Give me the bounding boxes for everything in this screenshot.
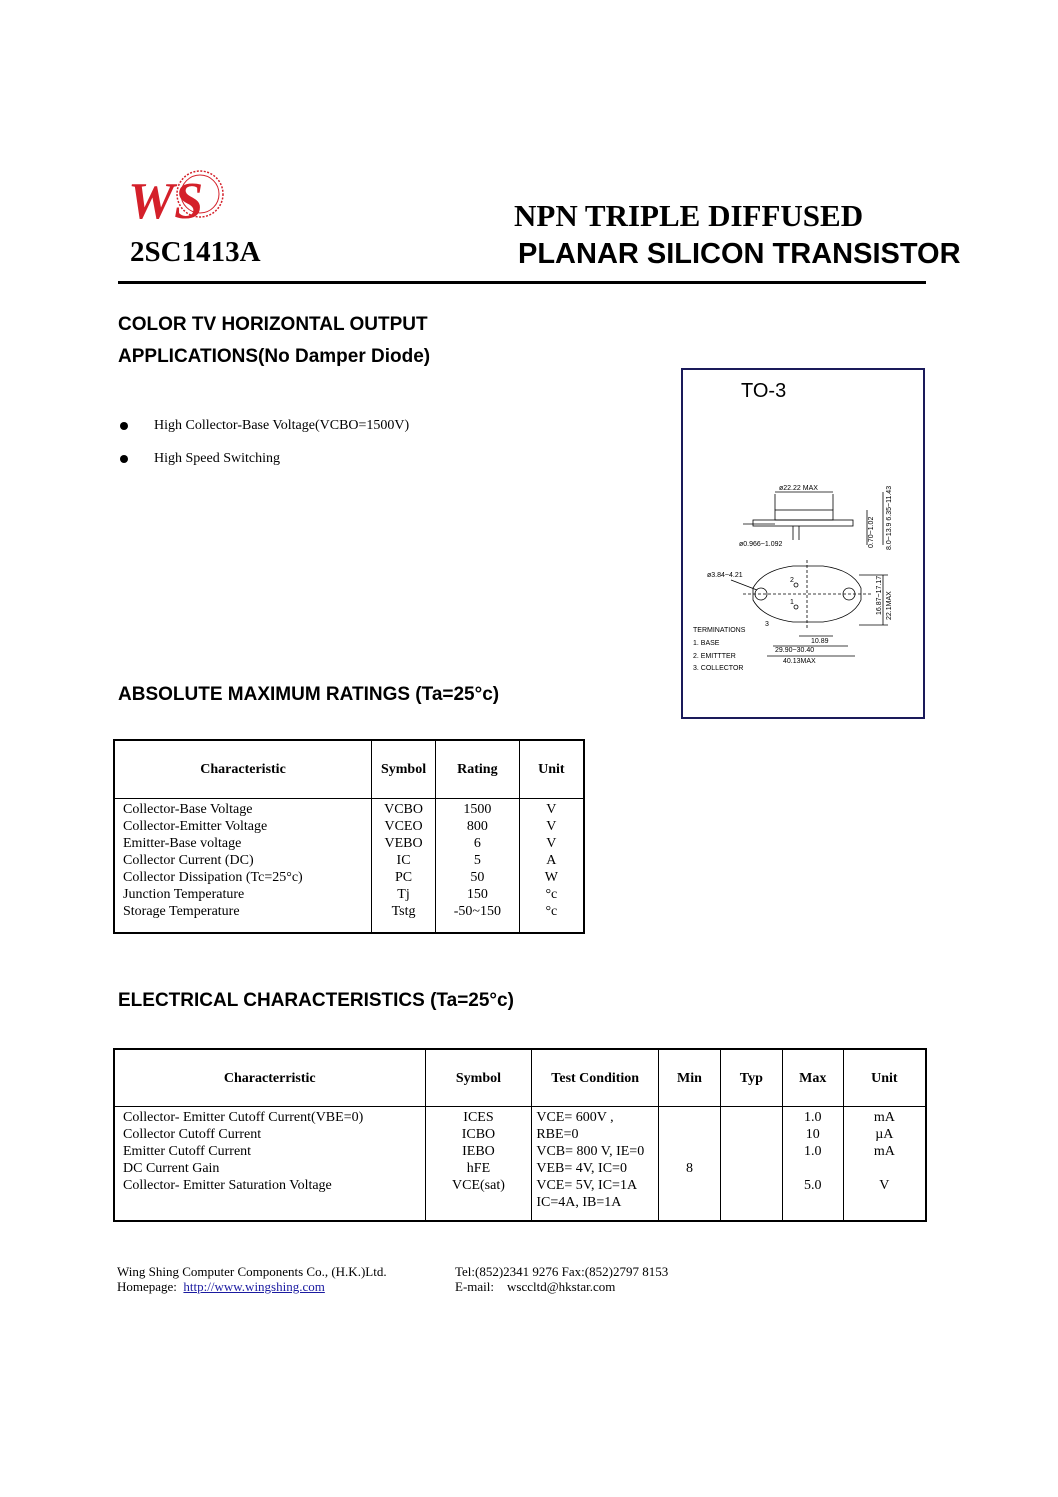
table-cell: W — [544, 870, 558, 886]
table-cell — [720, 1194, 782, 1211]
table-cell: IC — [372, 852, 436, 869]
table-cell: mA — [873, 1144, 895, 1160]
table-cell — [425, 1211, 532, 1221]
table-row — [114, 869, 584, 886]
svg-text:ø0.966~1.092: ø0.966~1.092 — [739, 541, 783, 548]
table-cell: IEBO — [425, 1143, 532, 1160]
abs-max-table — [113, 739, 585, 934]
table-cell: Collector-Base Voltage — [114, 799, 372, 819]
application-line-1: COLOR TV HORIZONTAL OUTPUT — [118, 314, 428, 335]
table-cell: 8 — [659, 1160, 721, 1177]
table-cell: VCE= 600V , — [532, 1107, 659, 1127]
table-cell: Collector Cutoff Current — [114, 1126, 425, 1143]
table-cell — [659, 1177, 721, 1194]
table-cell — [659, 1126, 721, 1143]
homepage-label: Homepage: — [117, 1279, 177, 1294]
email-address: wsccltd@hkstar.com — [507, 1279, 616, 1294]
table-cell — [114, 1211, 425, 1221]
svg-text:40.13MAX: 40.13MAX — [783, 658, 816, 665]
table-cell — [843, 1160, 926, 1177]
column-header: Characterristic — [114, 1049, 425, 1107]
table-cell: mA — [873, 1110, 895, 1126]
svg-text:16.87~17.17: 16.87~17.17 — [876, 575, 883, 615]
table-header-row — [114, 1049, 926, 1107]
table-cell: Collector Dissipation (Tc=25°c) — [114, 869, 372, 886]
table-cell: °c — [545, 904, 558, 920]
table-filler-row — [114, 1211, 926, 1221]
column-header: Rating — [435, 740, 519, 799]
svg-text:ø3.84~4.21: ø3.84~4.21 — [707, 572, 743, 579]
table-cell: ICES — [425, 1107, 532, 1127]
homepage-link[interactable]: http://www.wingshing.com — [183, 1279, 325, 1294]
column-header: Unit — [519, 740, 584, 799]
column-header: Symbol — [372, 740, 436, 799]
table-row — [114, 818, 584, 835]
table-cell: V — [546, 802, 557, 818]
title-line-2: PLANAR SILICON TRANSISTOR — [518, 238, 961, 270]
table-cell — [720, 1211, 782, 1221]
table-cell: Collector- Emitter Saturation Voltage — [114, 1177, 425, 1194]
feature-item — [120, 418, 409, 434]
table-cell: Collector-Emitter Voltage — [114, 818, 372, 835]
table-cell — [114, 920, 372, 933]
svg-text:8.0~13.9 6.35~11.43: 8.0~13.9 6.35~11.43 — [886, 485, 893, 550]
table-cell: -50~150 — [435, 903, 519, 920]
bullet-icon — [120, 422, 128, 430]
svg-text:1: 1 — [790, 599, 794, 606]
table-cell: VCB= 800 V, IE=0 — [532, 1143, 659, 1160]
table-cell: VCEO — [372, 818, 436, 835]
svg-text:TERMINATIONS: TERMINATIONS — [693, 627, 746, 634]
table-cell: Tj — [372, 886, 436, 903]
footer-email — [455, 1279, 615, 1295]
column-header: Test Condition — [532, 1049, 659, 1107]
table-cell: V — [546, 836, 557, 852]
table-cell — [720, 1177, 782, 1194]
table-cell: PC — [372, 869, 436, 886]
package-name: TO-3 — [741, 380, 787, 402]
bullet-icon — [120, 455, 128, 463]
table-cell: DC Current Gain — [114, 1160, 425, 1177]
svg-text:2: 2 — [790, 577, 794, 584]
table-cell: Storage Temperature — [114, 903, 372, 920]
table-row — [114, 799, 584, 819]
column-header: Unit — [843, 1049, 926, 1107]
column-header: Characteristic — [114, 740, 372, 799]
table-cell — [720, 1107, 782, 1127]
svg-text:29.90~30.40: 29.90~30.40 — [775, 647, 815, 654]
table-cell: IC=4A, IB=1A — [532, 1194, 659, 1211]
table-cell — [659, 1107, 721, 1127]
footer-company: Wing Shing Computer Components Co., (H.K.)Ltd. — [117, 1264, 387, 1279]
table-cell: 1500 — [435, 799, 519, 819]
table-cell: 50 — [435, 869, 519, 886]
table-cell: °c — [545, 887, 558, 903]
table-cell — [114, 1194, 425, 1211]
column-header: Typ — [720, 1049, 782, 1107]
table-cell: 6 — [435, 835, 519, 852]
table-cell: RBE=0 — [532, 1126, 659, 1143]
svg-text:10.89: 10.89 — [811, 638, 829, 645]
table-cell: VEB= 4V, IC=0 — [532, 1160, 659, 1177]
table-row — [114, 1177, 926, 1194]
table-cell — [720, 1143, 782, 1160]
table-cell: V — [879, 1178, 890, 1194]
table-filler-row — [114, 920, 584, 933]
feature-item — [120, 451, 280, 467]
table-cell — [843, 1194, 926, 1211]
table-cell: ICBO — [425, 1126, 532, 1143]
table-cell: VCE= 5V, IC=1A — [532, 1177, 659, 1194]
header-divider — [118, 281, 926, 284]
table-cell: Emitter Cutoff Current — [114, 1143, 425, 1160]
table-cell: 1.0 — [782, 1143, 843, 1160]
abs-max-heading: ABSOLUTE MAXIMUM RATINGS (Ta=25°c) — [118, 684, 500, 705]
table-cell: Emitter-Base voltage — [114, 835, 372, 852]
table-cell — [372, 920, 436, 933]
application-line-2: APPLICATIONS(No Damper Diode) — [118, 346, 431, 367]
table-row — [114, 1160, 926, 1177]
table-cell — [782, 1194, 843, 1211]
table-cell — [425, 1194, 532, 1211]
feature-text: High Speed Switching — [154, 451, 280, 466]
svg-text:22.1MAX: 22.1MAX — [886, 591, 893, 620]
column-header: Max — [782, 1049, 843, 1107]
package-box — [681, 368, 925, 719]
table-cell: 150 — [435, 886, 519, 903]
table-row — [114, 1194, 926, 1211]
table-row — [114, 1126, 926, 1143]
table-cell: 10 — [782, 1126, 843, 1143]
table-cell: A — [546, 853, 557, 869]
table-cell: 1.0 — [782, 1107, 843, 1127]
column-header: Min — [659, 1049, 721, 1107]
table-row — [114, 886, 584, 903]
table-cell — [659, 1211, 721, 1221]
table-cell — [720, 1160, 782, 1177]
table-cell — [435, 920, 519, 933]
email-label: E-mail: — [455, 1279, 494, 1294]
svg-text:ø22.22 MAX: ø22.22 MAX — [779, 485, 818, 492]
table-cell: 800 — [435, 818, 519, 835]
logo-text: WS — [128, 173, 204, 230]
table-cell — [720, 1126, 782, 1143]
table-cell: V — [546, 819, 557, 835]
table-cell: VEBO — [372, 835, 436, 852]
table-cell: µA — [875, 1127, 894, 1143]
part-number: 2SC1413A — [130, 236, 261, 268]
elec-table — [113, 1048, 927, 1222]
table-cell: 5.0 — [782, 1177, 843, 1194]
table-cell: VCE(sat) — [425, 1177, 532, 1194]
company-logo — [120, 160, 230, 240]
table-row — [114, 1107, 926, 1127]
table-row — [114, 1143, 926, 1160]
table-row — [114, 903, 584, 920]
table-cell — [843, 1211, 926, 1221]
table-header-row — [114, 740, 584, 799]
table-cell: Junction Temperature — [114, 886, 372, 903]
table-cell — [659, 1143, 721, 1160]
footer-homepage — [117, 1279, 325, 1295]
table-cell: VCBO — [372, 799, 436, 819]
table-cell: hFE — [425, 1160, 532, 1177]
table-cell — [782, 1211, 843, 1221]
column-header: Symbol — [425, 1049, 532, 1107]
table-cell: Collector- Emitter Cutoff Current(VBE=0) — [114, 1107, 425, 1127]
svg-text:0.70~1.02: 0.70~1.02 — [868, 516, 875, 548]
table-cell — [782, 1160, 843, 1177]
table-cell: 5 — [435, 852, 519, 869]
table-cell: Collector Current (DC) — [114, 852, 372, 869]
table-cell: Tstg — [372, 903, 436, 920]
svg-text:3: 3 — [765, 621, 769, 628]
table-cell — [532, 1211, 659, 1221]
table-row — [114, 835, 584, 852]
table-row — [114, 852, 584, 869]
svg-text:2. EMITTTER: 2. EMITTTER — [693, 653, 736, 660]
svg-text:1. BASE: 1. BASE — [693, 640, 720, 647]
elec-heading: ELECTRICAL CHARACTERISTICS (Ta=25°c) — [118, 990, 514, 1011]
table-cell — [659, 1194, 721, 1211]
package-outline-drawing — [683, 370, 923, 717]
feature-text: High Collector-Base Voltage(VCBO=1500V) — [154, 418, 410, 433]
table-cell — [519, 920, 584, 933]
svg-text:3. COLLECTOR: 3. COLLECTOR — [693, 665, 744, 672]
title-line-1: NPN TRIPLE DIFFUSED — [514, 198, 864, 233]
footer-tel: Tel:(852)2341 9276 Fax:(852)2797 8153 — [455, 1264, 669, 1279]
